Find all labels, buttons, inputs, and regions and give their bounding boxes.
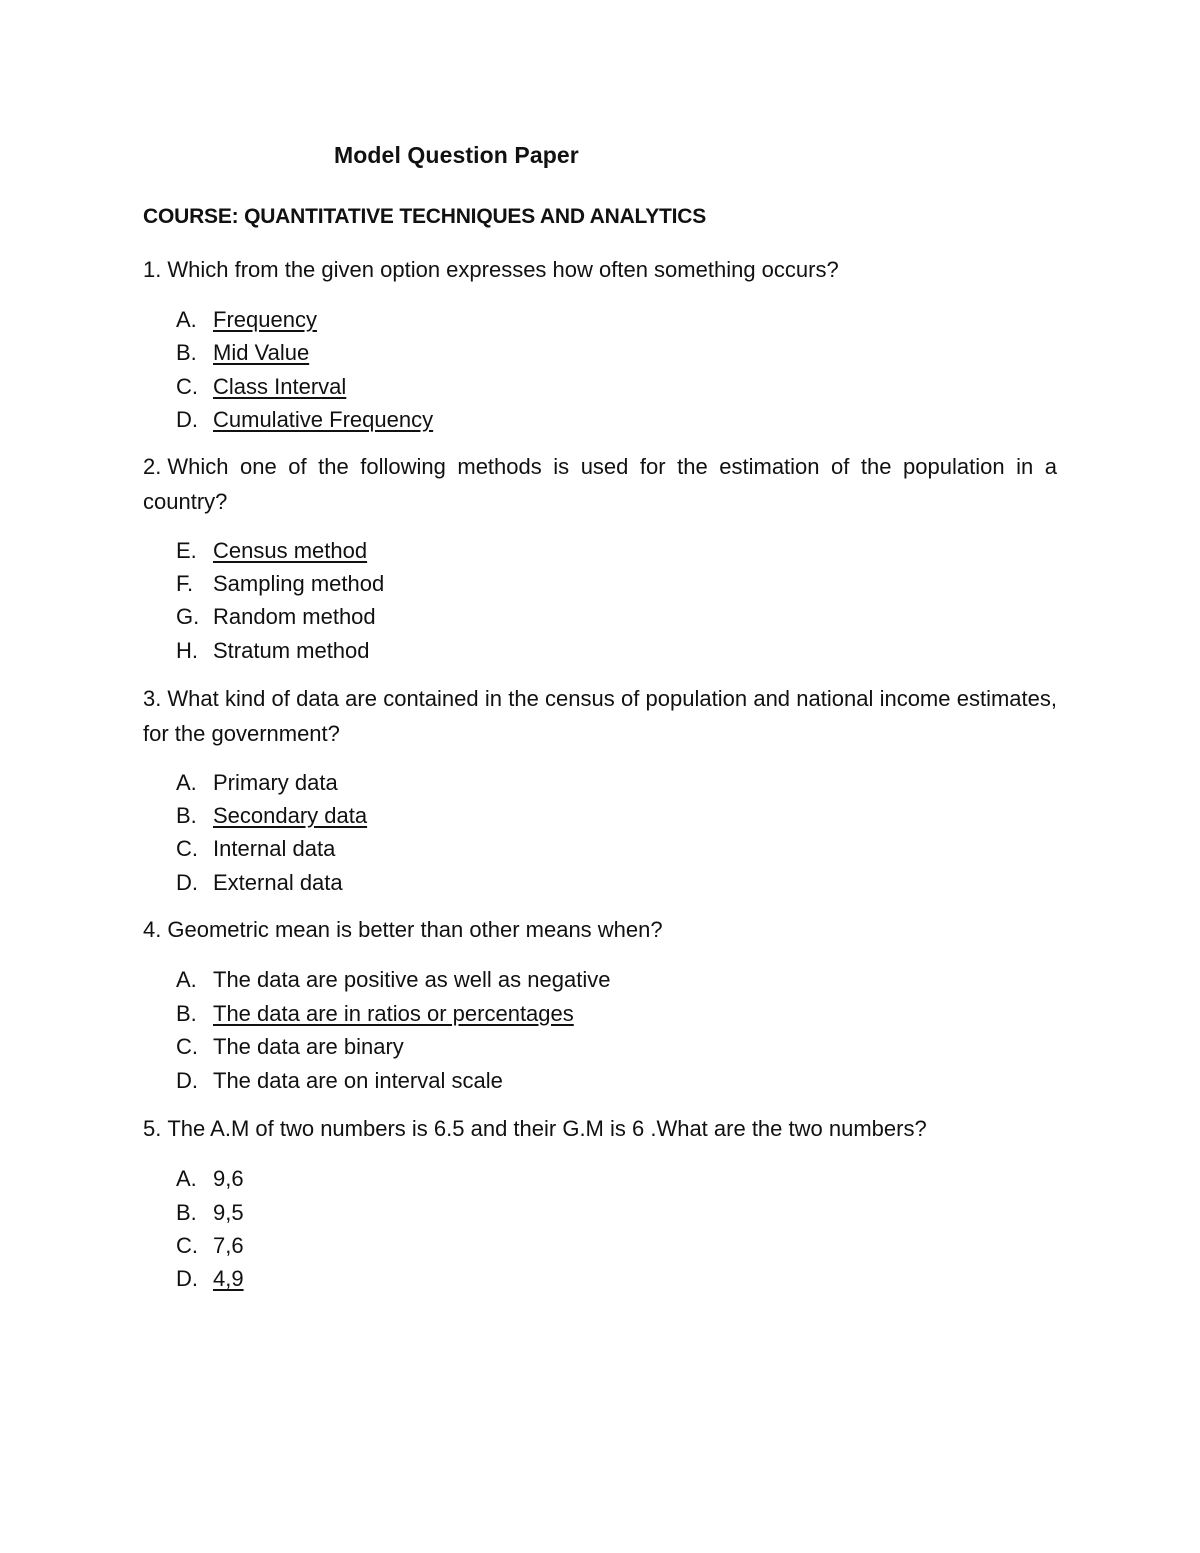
option-letter: D. [176, 870, 198, 895]
question-3 [143, 682, 1057, 751]
option-text: Cumulative Frequency [213, 407, 434, 432]
option-2f [176, 569, 384, 599]
question-number: 3. [143, 686, 162, 711]
option-letter: B. [176, 1200, 197, 1225]
option-5b [176, 1198, 244, 1228]
option-letter: A. [176, 1166, 197, 1191]
question-number: 2. [143, 454, 162, 479]
option-letter: H. [176, 638, 198, 663]
option-text: Stratum method [213, 638, 370, 663]
option-text: 9,5 [213, 1200, 244, 1225]
option-1d [176, 405, 433, 435]
question-number: 1. [143, 257, 162, 282]
option-2e [176, 536, 367, 566]
option-5c [176, 1231, 244, 1261]
option-letter: B. [176, 1001, 197, 1026]
option-text: Sampling method [213, 571, 385, 596]
option-text: Class Interval [213, 374, 347, 399]
option-4c [176, 1032, 404, 1062]
option-letter: E. [176, 538, 197, 563]
option-5d [176, 1264, 244, 1294]
option-text: The data are positive as well as negative [213, 967, 611, 992]
option-4d [176, 1066, 503, 1096]
option-letter: G. [176, 604, 200, 629]
option-text: The data are binary [213, 1034, 404, 1059]
option-letter: C. [176, 1233, 198, 1258]
option-text: External data [213, 870, 343, 895]
option-letter: D. [176, 1068, 198, 1093]
option-text: Primary data [213, 770, 338, 795]
option-2h [176, 636, 370, 666]
question-text: Geometric mean is better than other means when? [167, 917, 663, 942]
option-letter: F. [176, 571, 194, 596]
question-5 [143, 1112, 1057, 1147]
question-2 [143, 450, 1057, 519]
option-letter: A. [176, 770, 197, 795]
option-2g [176, 602, 376, 632]
question-text: Which one of the following methods is used for the estimation of the population in a country? [143, 454, 1057, 514]
question-text: The A.M of two numbers is 6.5 and their G.M is 6 .What are the two numbers? [167, 1116, 927, 1141]
option-1a [176, 305, 317, 335]
option-1c [176, 372, 346, 402]
option-text: Frequency [213, 307, 317, 332]
option-3c [176, 834, 335, 864]
option-1b [176, 338, 309, 368]
option-letter: C. [176, 836, 198, 861]
option-3d [176, 868, 343, 898]
option-text: The data are in ratios or percentages [213, 1001, 574, 1026]
option-letter: C. [176, 1034, 198, 1059]
option-text: Internal data [213, 836, 336, 861]
question-number: 4. [143, 917, 162, 942]
option-text: 9,6 [213, 1166, 244, 1191]
option-letter: D. [176, 407, 198, 432]
option-letter: B. [176, 803, 197, 828]
page-title: Model Question Paper [334, 142, 579, 168]
option-letter: B. [176, 340, 197, 365]
option-text: Census method [213, 538, 368, 563]
option-4b [176, 999, 574, 1029]
option-3a [176, 768, 338, 798]
question-number: 5. [143, 1116, 162, 1141]
option-text: Mid Value [213, 340, 310, 365]
option-letter: A. [176, 967, 197, 992]
question-text: What kind of data are contained in the census of population and national income estimates, for the government? [143, 686, 1057, 746]
question-4 [143, 913, 1057, 948]
course-heading: COURSE: QUANTITATIVE TECHNIQUES AND ANALYTICS [143, 205, 707, 228]
question-text: Which from the given option expresses how often something occurs? [167, 257, 839, 282]
question-1 [143, 253, 1057, 288]
option-text: 4,9 [213, 1266, 244, 1291]
option-3b [176, 801, 367, 831]
option-text: 7,6 [213, 1233, 244, 1258]
option-letter: C. [176, 374, 198, 399]
option-letter: D. [176, 1266, 198, 1291]
option-letter: A. [176, 307, 197, 332]
option-text: Secondary data [213, 803, 368, 828]
option-text: Random method [213, 604, 376, 629]
option-5a [176, 1164, 244, 1194]
option-text: The data are on interval scale [213, 1068, 503, 1093]
option-4a [176, 965, 610, 995]
